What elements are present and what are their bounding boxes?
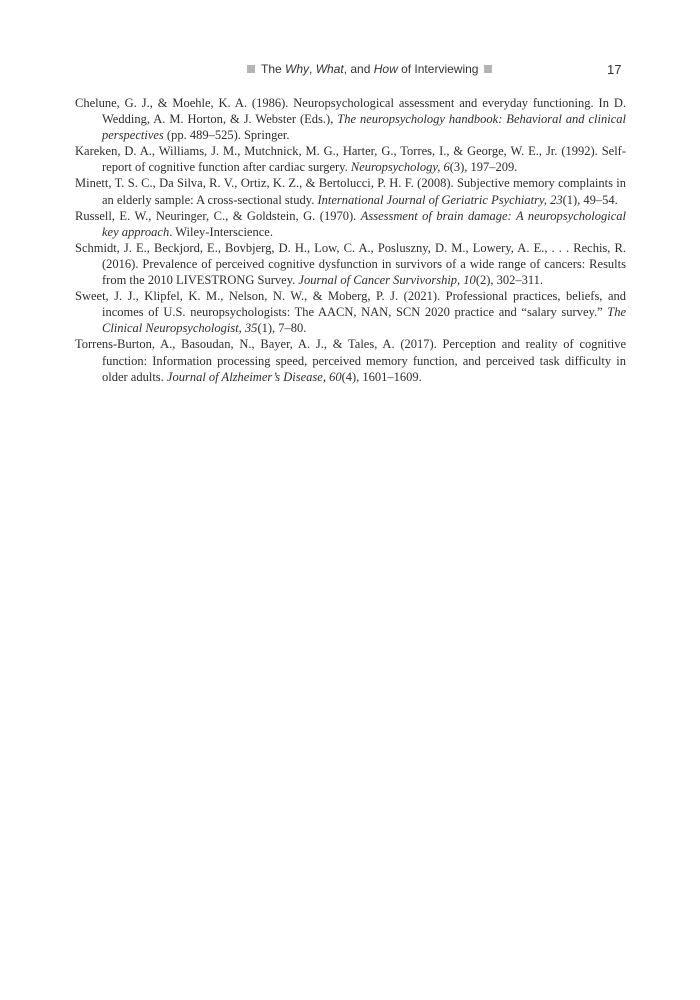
- reference-list: [75, 95, 626, 385]
- reference-text: Sweet, J. J., Klipfel, K. M., Nelson, N. W., & Moberg, P. J. (2021). Professional practices, beliefs, and incomes of U.S. neuropsychologists: The AACN, NAN, SCN 2020 practice and “salary survey.”: [75, 289, 626, 320]
- reference-source-title: The neuropsychology handbook: Behavioral and clinical perspectives: [102, 112, 627, 143]
- running-head-prefix: The: [261, 62, 286, 76]
- running-head-what: What: [315, 62, 344, 76]
- reference-text: (4), 1601–1609.: [341, 369, 422, 384]
- reference-entry: [75, 143, 626, 175]
- reference-text: Torrens-Burton, A., Basoudan, N., Bayer, A. J., & Tales, A. (2017). Perception and reality of cognitive function: Information processing speed, perceived memory function, and perceived task difficulty in older adults.: [75, 337, 626, 384]
- page-number: 17: [607, 62, 622, 77]
- reference-entry: [75, 95, 626, 143]
- reference-text: Kareken, D. A., Williams, J. M., Mutchnick, M. G., Harter, G., Torres, I., & George, W. E., Jr. (1992). Self-report of cognitive function after cardiac surgery.: [75, 144, 626, 175]
- reference-text: Schmidt, J. E., Beckjord, E., Bovbjerg, D. H., Low, C. A., Posluszny, D. M., Lowery, A. E., . . . Rechis, R. (2016). Prevalence of perceived cognitive dysfunction in survivors of a wide range of cancers: Results from the 2010 LIVESTRONG Survey.: [75, 240, 626, 288]
- reference-entry: [75, 336, 626, 384]
- running-head-why: Why: [285, 62, 310, 76]
- running-head-sep1: ,: [309, 62, 316, 76]
- reference-source-title: Assessment of brain damage: A neuropsychological key approach: [102, 208, 626, 239]
- reference-text: (1), 49–54.: [562, 192, 618, 207]
- reference-source-title: Neuropsychology, 6: [350, 160, 450, 175]
- reference-text: Russell, E. W., Neuringer, C., & Goldstein, G. (1970).: [75, 208, 361, 223]
- reference-text: . Wiley-Interscience.: [169, 224, 273, 239]
- reference-source-title: Journal of Cancer Survivorship, 10: [298, 273, 476, 288]
- square-bullet-icon: [484, 65, 492, 73]
- reference-text: Minett, T. S. C., Da Silva, R. V., Ortiz, K. Z., & Bertolucci, P. H. F. (2008). Subjective memory complaints in an elderly sample: A cross-sectional study.: [75, 176, 626, 207]
- reference-entry: [75, 240, 626, 288]
- running-head: [0, 62, 700, 80]
- square-bullet-icon: [247, 65, 255, 73]
- reference-source-title: Journal of Alzheimer’s Disease, 60: [166, 369, 342, 384]
- reference-text: (2), 302–311.: [475, 273, 544, 288]
- reference-source-title: The Clinical Neuropsychologist, 35: [102, 305, 626, 336]
- reference-source-title: International Journal of Geriatric Psychiatry, 23: [317, 192, 563, 207]
- running-head-sep2: , and: [343, 62, 374, 76]
- reference-entry: [75, 175, 626, 207]
- running-head-title: [247, 62, 492, 76]
- running-head-suffix: of Interviewing: [397, 62, 479, 76]
- reference-text: Chelune, G. J., & Moehle, K. A. (1986). Neuropsychological assessment and everyday functioning. In D. Wedding, A. M. Horton, & J. Webster (Eds.),: [75, 96, 626, 127]
- reference-entry: [75, 288, 626, 336]
- reference-text: (pp. 489–525). Springer.: [163, 128, 290, 143]
- reference-text: (3), 197–209.: [449, 160, 518, 175]
- running-head-how: How: [373, 62, 398, 76]
- reference-entry: [75, 208, 626, 240]
- reference-text: (1), 7–80.: [257, 321, 307, 336]
